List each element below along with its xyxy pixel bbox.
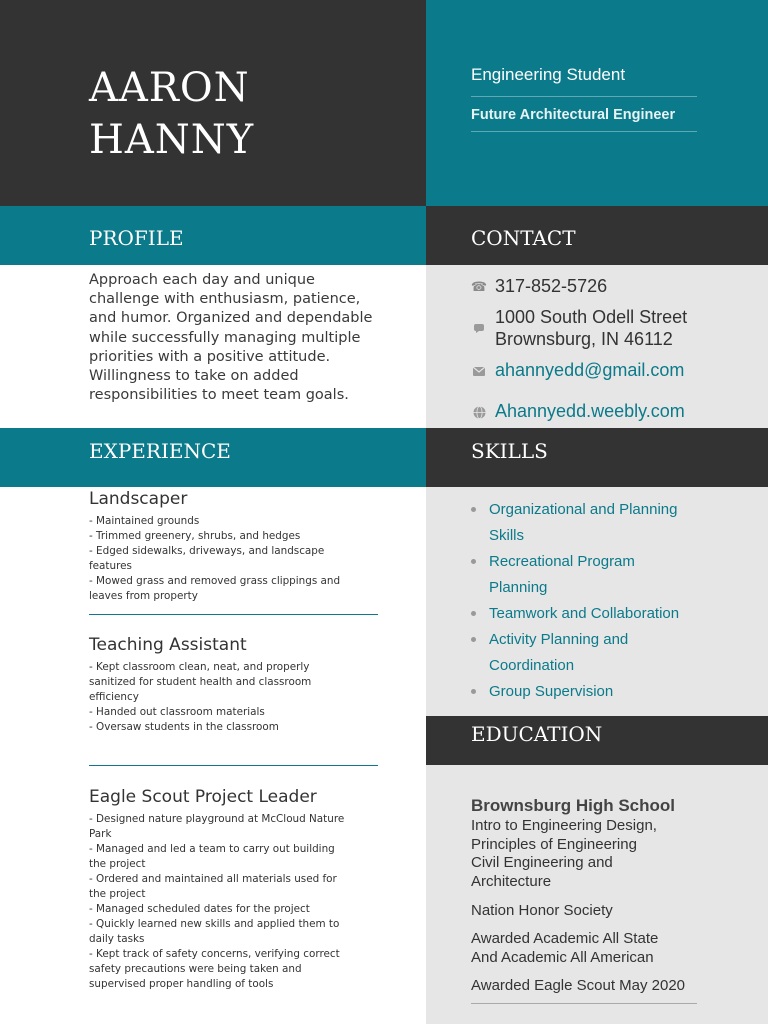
job-duty: - Kept track of safety concerns, verifying correct bbox=[89, 948, 340, 960]
job-duty: Park bbox=[89, 828, 112, 840]
job-duty: efficiency bbox=[89, 691, 139, 703]
tagline-secondary: Future Architectural Engineer bbox=[471, 107, 676, 123]
contact-website[interactable] bbox=[471, 400, 685, 422]
skill-text: Coordination bbox=[489, 657, 575, 674]
education-honor bbox=[471, 902, 711, 921]
academic-award-line: And Academic All American bbox=[471, 948, 654, 966]
profile-title: PROFILE bbox=[89, 226, 184, 250]
job-duty: - Quickly learned new skills and applied them to bbox=[89, 918, 340, 930]
skill-text: Planning bbox=[489, 579, 548, 596]
address bbox=[495, 306, 687, 350]
job-duty: - Mowed grass and removed grass clippings and bbox=[89, 575, 341, 587]
job-title: Teaching Assistant bbox=[89, 635, 247, 655]
eagle-scout-award: Awarded Eagle Scout May 2020 bbox=[471, 977, 686, 994]
job-duty: the project bbox=[89, 888, 146, 900]
job-duty: - Trimmed greenery, shrubs, and hedges bbox=[89, 530, 301, 542]
phone-icon: ☎ bbox=[470, 279, 488, 295]
phone-number: 317-852-5726 bbox=[495, 276, 608, 296]
email-link[interactable]: ahannyedd@gmail.com bbox=[495, 360, 685, 380]
job-duty: sanitized for student health and classroom bbox=[89, 676, 312, 688]
job-duty: daily tasks bbox=[89, 933, 145, 945]
skill-item bbox=[471, 497, 721, 549]
skill-text: Organizational and Planning bbox=[489, 501, 678, 518]
experience-divider bbox=[89, 765, 378, 766]
first-name: AARON bbox=[89, 65, 250, 111]
skill-text: Recreational Program bbox=[489, 553, 635, 570]
profile-text: Approach each day and unique challenge with enthusiasm, patience, and humor. Organized and dependable while successfully managing multiple priorities with a positive attitude. Willingness to take on added responsibilities to meet team goals. bbox=[89, 272, 373, 404]
contact-phone bbox=[471, 275, 607, 297]
bullet-icon bbox=[471, 611, 476, 616]
contact-email[interactable] bbox=[471, 359, 684, 381]
job-duty: features bbox=[89, 560, 132, 572]
skill-text: Skills bbox=[489, 527, 525, 544]
tagline-primary: Engineering Student bbox=[471, 65, 626, 84]
bullet-icon bbox=[471, 559, 476, 564]
course-line: Architecture bbox=[471, 872, 552, 890]
skills-list bbox=[471, 497, 721, 705]
profile-header-bar bbox=[0, 206, 426, 265]
location-icon bbox=[471, 320, 487, 336]
job-duty: - Managed and led a team to carry out building bbox=[89, 843, 335, 855]
job-duty: - Kept classroom clean, neat, and properly bbox=[89, 661, 310, 673]
tagline-divider bbox=[471, 96, 697, 97]
bullet-icon bbox=[471, 507, 476, 512]
job-duty: the project bbox=[89, 858, 146, 870]
job-teaching-assistant bbox=[89, 634, 379, 735]
job-title: Eagle Scout Project Leader bbox=[89, 787, 317, 807]
course-line: Intro to Engineering Design, bbox=[471, 817, 657, 834]
job-duty: - Ordered and maintained all materials used for bbox=[89, 873, 337, 885]
last-name: HANNY bbox=[89, 117, 255, 163]
address-line1: 1000 South Odell Street bbox=[495, 307, 688, 327]
address-line2: Brownsburg, IN 46112 bbox=[495, 329, 673, 349]
honor-society: Nation Honor Society bbox=[471, 902, 613, 919]
website-link[interactable]: Ahannyedd.weebly.com bbox=[495, 401, 685, 421]
bullet-icon bbox=[471, 689, 476, 694]
job-duty: - Designed nature playground at McCloud Nature bbox=[89, 813, 345, 825]
experience-divider bbox=[89, 614, 378, 615]
education-title: EDUCATION bbox=[471, 722, 603, 746]
job-duty: supervised proper handling of tools bbox=[89, 978, 274, 990]
education-school-block bbox=[471, 795, 711, 891]
job-duty: leaves from property bbox=[89, 590, 198, 602]
academic-award-line: Awarded Academic All State bbox=[471, 930, 659, 947]
email-icon bbox=[471, 363, 487, 379]
header-tagline-panel bbox=[426, 0, 768, 206]
skill-item bbox=[471, 549, 721, 601]
job-eagle-scout bbox=[89, 786, 379, 992]
skill-item bbox=[471, 627, 721, 679]
skill-item bbox=[471, 679, 721, 705]
job-duty: - Maintained grounds bbox=[89, 515, 200, 527]
education-eagle bbox=[471, 977, 711, 996]
experience-title: EXPERIENCE bbox=[89, 439, 231, 463]
bullet-icon bbox=[471, 637, 476, 642]
skill-text: Group Supervision bbox=[489, 683, 614, 700]
course-line: Principles of Engineering bbox=[471, 835, 637, 853]
job-duties bbox=[89, 514, 379, 604]
course-line: Civil Engineering and bbox=[471, 854, 613, 871]
tagline-divider-bottom bbox=[471, 131, 697, 132]
job-landscaper bbox=[89, 488, 379, 604]
skills-title: SKILLS bbox=[471, 439, 548, 463]
contact-address bbox=[471, 306, 687, 350]
globe-icon bbox=[471, 404, 487, 420]
job-duty: - Edged sidewalks, driveways, and landscape bbox=[89, 545, 325, 557]
job-duty: safety precautions were being taken and bbox=[89, 963, 302, 975]
education-academic bbox=[471, 930, 711, 967]
school-name: Brownsburg High School bbox=[471, 796, 675, 815]
job-duties bbox=[89, 812, 379, 992]
job-title: Landscaper bbox=[89, 489, 188, 509]
skill-text: Activity Planning and bbox=[489, 631, 629, 648]
skill-item bbox=[471, 601, 721, 627]
job-duty: - Oversaw students in the classroom bbox=[89, 721, 279, 733]
skill-text: Teamwork and Collaboration bbox=[489, 605, 680, 622]
job-duties bbox=[89, 660, 379, 735]
job-duty: - Handed out classroom materials bbox=[89, 706, 265, 718]
education-divider bbox=[471, 1003, 697, 1004]
job-duty: - Managed scheduled dates for the project bbox=[89, 903, 310, 915]
contact-title: CONTACT bbox=[471, 226, 576, 250]
